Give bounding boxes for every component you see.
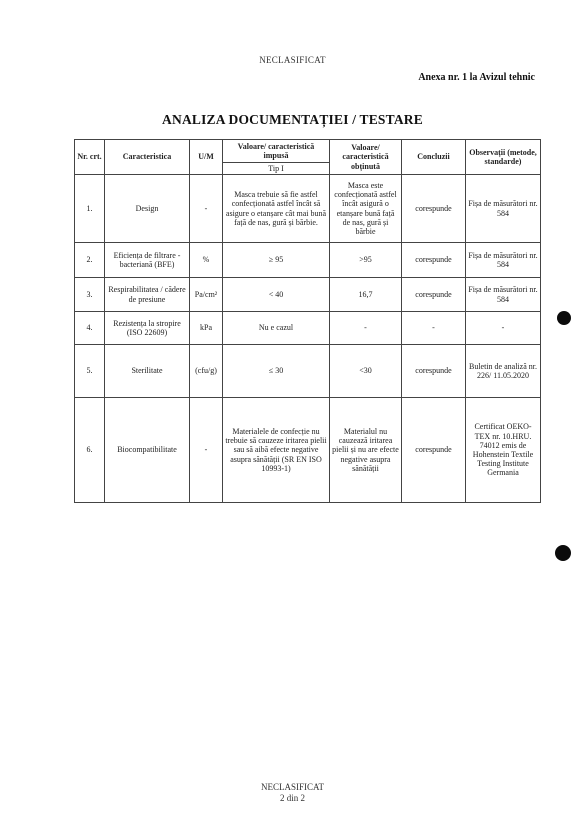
cell-impusa: ≥ 95 xyxy=(223,243,330,278)
annex-label: Anexa nr. 1 la Avizul tehnic xyxy=(418,72,535,83)
cell-impusa: ≤ 30 xyxy=(223,345,330,398)
cell-caracteristica: Design xyxy=(105,175,190,243)
table-row xyxy=(75,175,541,243)
cell-um: - xyxy=(190,398,223,503)
cell-caracteristica: Sterilitate xyxy=(105,345,190,398)
table-row xyxy=(75,398,541,503)
table-row xyxy=(75,243,541,278)
cell-um: (cfu/g) xyxy=(190,345,223,398)
cell-caracteristica: Eficiența de filtrare - bacteriană (BFE) xyxy=(105,243,190,278)
page-footer xyxy=(0,782,585,805)
cell-obtinuta: >95 xyxy=(330,243,402,278)
cell-nr: 6. xyxy=(75,398,105,503)
cell-observatii: Certificat OEKO-TEX nr. 10.HRU. 74012 emis de Hohenstein Textile Testing Institute Germania xyxy=(466,398,541,503)
cell-um: Pa/cm² xyxy=(190,278,223,312)
cell-caracteristica: Rezistența la stropire (ISO 22609) xyxy=(105,312,190,345)
cell-observatii: Fișa de măsurători nr. 584 xyxy=(466,243,541,278)
cell-um: kPa xyxy=(190,312,223,345)
table-row xyxy=(75,345,541,398)
header-observatii: Observații (metode, standarde) xyxy=(466,140,541,175)
cell-concluzii: corespunde xyxy=(402,175,466,243)
cell-obtinuta: Masca este confecționată astfel încât asigură o etanșare bună față de nas, gură și bărbie xyxy=(330,175,402,243)
cell-impusa: < 40 xyxy=(223,278,330,312)
header-nr: Nr. crt. xyxy=(75,140,105,175)
header-obtinuta: Valoare/ caracteristică obținută xyxy=(330,140,402,175)
cell-obtinuta: - xyxy=(330,312,402,345)
punch-hole-mark xyxy=(555,545,571,561)
cell-obtinuta: <30 xyxy=(330,345,402,398)
header-concluzii: Concluzii xyxy=(402,140,466,175)
cell-impusa: Materialele de confecție nu trebuie să cauzeze iritarea pielii sau să aibă efecte negative asupra sănătății (SR EN ISO 10993-1) xyxy=(223,398,330,503)
header-impusa-sub: Tip I xyxy=(223,162,329,173)
cell-nr: 3. xyxy=(75,278,105,312)
cell-observatii: - xyxy=(466,312,541,345)
cell-obtinuta: 16,7 xyxy=(330,278,402,312)
cell-impusa: Masca trebuie să fie astfel confecționată astfel încât să asigure o etanșare cât mai bună față de nas, gură și bărbie. xyxy=(223,175,330,243)
cell-concluzii: corespunde xyxy=(402,243,466,278)
cell-nr: 5. xyxy=(75,345,105,398)
cell-observatii: Fișa de măsurători nr. 584 xyxy=(466,175,541,243)
cell-obtinuta: Materialul nu cauzează iritarea pielii și nu are efecte negative asupra sănătății xyxy=(330,398,402,503)
cell-caracteristica: Biocompatibilitate xyxy=(105,398,190,503)
punch-hole-mark xyxy=(557,311,571,325)
cell-observatii: Fișa de măsurători nr. 584 xyxy=(466,278,541,312)
cell-nr: 1. xyxy=(75,175,105,243)
cell-nr: 2. xyxy=(75,243,105,278)
header-um: U/M xyxy=(190,140,223,175)
cell-um: - xyxy=(190,175,223,243)
cell-nr: 4. xyxy=(75,312,105,345)
header-impusa xyxy=(223,140,330,175)
cell-observatii: Buletin de analiză nr. 226/ 11.05.2020 xyxy=(466,345,541,398)
table-row xyxy=(75,278,541,312)
table-header-row xyxy=(75,140,541,175)
cell-um: % xyxy=(190,243,223,278)
classification-header: NECLASIFICAT xyxy=(259,55,326,65)
cell-caracteristica: Respirabilitatea / cădere de presiune xyxy=(105,278,190,312)
cell-concluzii: corespunde xyxy=(402,345,466,398)
cell-concluzii: - xyxy=(402,312,466,345)
document-title: ANALIZA DOCUMENTAȚIEI / TESTARE xyxy=(162,112,423,127)
header-impusa-label: Valoare/ caracteristică impusă xyxy=(237,141,315,160)
cell-concluzii: corespunde xyxy=(402,278,466,312)
cell-concluzii: corespunde xyxy=(402,398,466,503)
analysis-table xyxy=(74,139,541,503)
footer-classification: NECLASIFICAT xyxy=(260,782,324,792)
cell-impusa: Nu e cazul xyxy=(223,312,330,345)
page-number: 2 din 2 xyxy=(279,793,305,804)
table-row xyxy=(75,312,541,345)
header-caracteristica: Caracteristica xyxy=(105,140,190,175)
